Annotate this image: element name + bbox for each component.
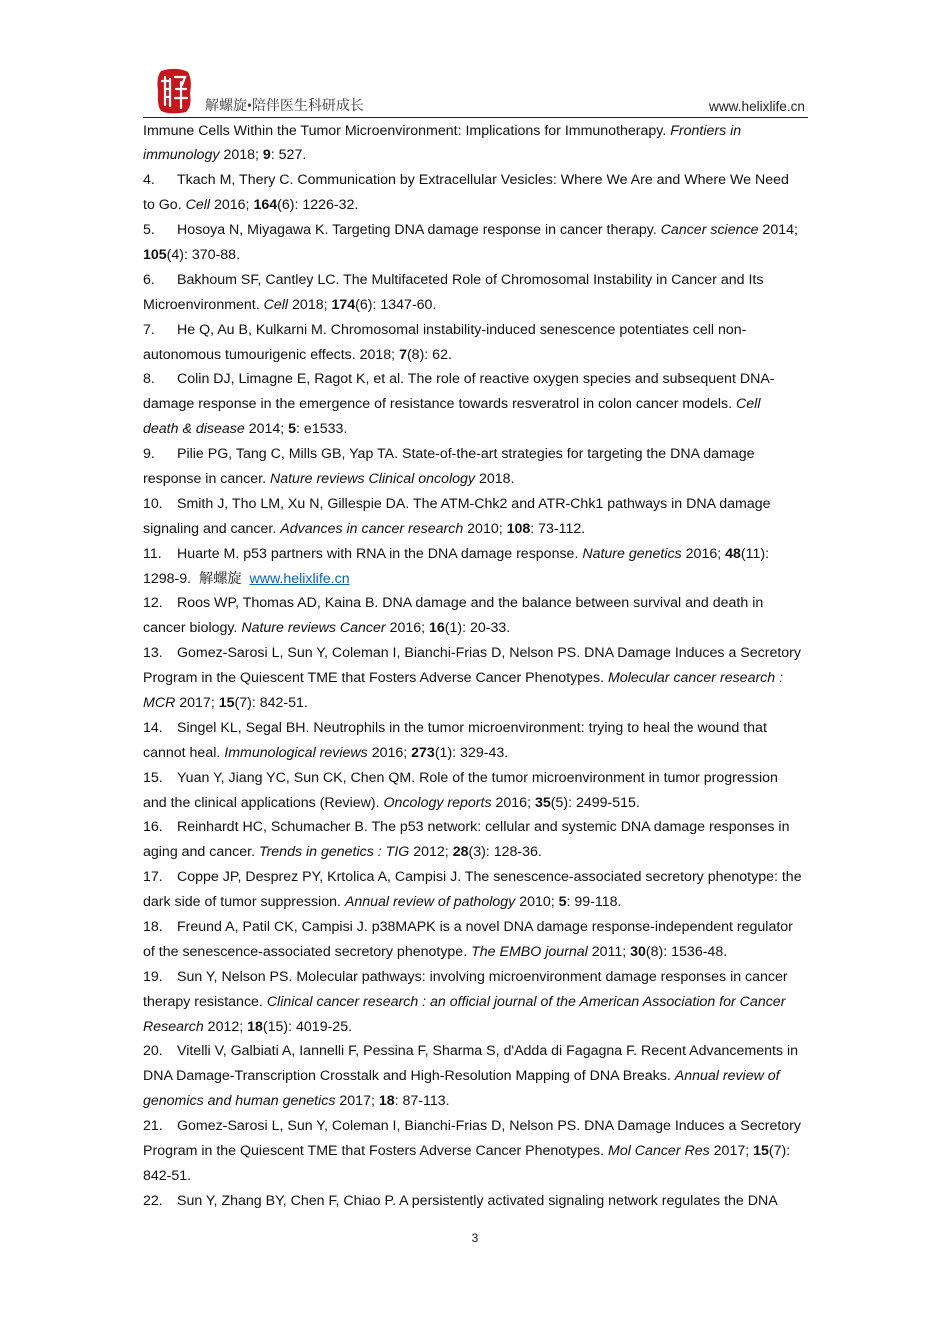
helixlife-link[interactable]: www.helixlife.cn <box>249 570 350 587</box>
reference-text: (8): 1536-48. <box>645 943 728 960</box>
journal-title: Nature reviews Cancer <box>241 620 386 637</box>
volume-number: 273 <box>411 744 435 761</box>
volume-number: 48 <box>725 545 741 562</box>
reference-text: to Go. <box>143 197 186 214</box>
reference-number: 21. <box>143 1118 163 1135</box>
reference-text: Tkach M, Thery C. Communication by Extracellular Vesicles: Where We Are and Where We Need <box>177 172 789 189</box>
volume-number: 105 <box>143 246 167 263</box>
reference-text: 1298-9. 解螺旋 <box>143 570 250 587</box>
reference-text: therapy resistance. <box>143 993 267 1010</box>
journal-title: Annual review of pathology <box>344 894 516 911</box>
journal-title: Cancer science <box>660 222 759 239</box>
journal-title: immunology <box>143 147 220 164</box>
reference-text: cannot heal. <box>143 744 225 761</box>
reference-line <box>143 990 808 1015</box>
reference-line <box>143 641 808 666</box>
reference-text: 2014; <box>758 222 798 239</box>
reference-text: Program in the Quiescent TME that Fosters Adverse Cancer Phenotypes. <box>143 670 608 687</box>
reference-line <box>143 268 808 293</box>
reference-line <box>143 392 808 417</box>
reference-text: signaling and cancer. <box>143 520 281 537</box>
reference-text: Gomez-Sarosi L, Sun Y, Coleman I, Bianchi-Frias D, Nelson PS. DNA Damage Induces a Secretory <box>177 1118 801 1135</box>
journal-title: genomics and human genetics <box>143 1093 336 1110</box>
reference-text: 2011; <box>587 943 631 960</box>
reference-text: 2014; <box>244 421 289 438</box>
reference-line <box>143 243 808 268</box>
reference-text: (7): 842-51. <box>234 694 308 711</box>
reference-line <box>143 766 808 791</box>
reference-line <box>143 940 808 965</box>
reference-text: (5): 2499-515. <box>550 794 640 811</box>
journal-title: Annual review of <box>674 1068 780 1085</box>
reference-text: Gomez-Sarosi L, Sun Y, Coleman I, Bianchi-Frias D, Nelson PS. DNA Damage Induces a Secretory <box>177 645 801 662</box>
reference-text: Yuan Y, Jiang YC, Sun CK, Chen QM. Role of the tumor microenvironment in tumor progression <box>177 769 778 786</box>
reference-text: (3): 128-36. <box>468 844 542 861</box>
site-slogan: 解螺旋•陪伴医生科研成长 <box>205 99 364 114</box>
reference-text: (6): 1226-32. <box>277 197 359 214</box>
reference-text: Singel KL, Segal BH. Neutrophils in the tumor microenvironment: trying to heal the wound that <box>177 719 767 736</box>
reference-number: 17. <box>143 869 163 886</box>
reference-text: (1): 329-43. <box>434 744 509 761</box>
reference-text: Roos WP, Thomas AD, Kaina B. DNA damage and the balance between survival and death in <box>177 595 764 612</box>
journal-title: death & disease <box>143 421 245 438</box>
reference-text: 2017; <box>709 1143 754 1160</box>
reference-text: (1): 20-33. <box>444 620 511 637</box>
reference-line <box>143 840 808 865</box>
reference-text: 2016; <box>385 620 430 637</box>
reference-line <box>143 343 808 368</box>
reference-text: : 87-113. <box>394 1093 450 1110</box>
volume-number: 30 <box>630 943 646 960</box>
reference-text: He Q, Au B, Kulkarni M. Chromosomal instability-induced senescence potentiates cell non- <box>177 321 747 338</box>
reference-number: 19. <box>143 968 163 985</box>
reference-number: 22. <box>143 1192 163 1209</box>
volume-number: 18 <box>378 1093 395 1110</box>
reference-line <box>143 1164 808 1189</box>
reference-text: damage response in the emergence of resistance towards resveratrol in colon cancer models. <box>143 396 737 413</box>
volume-number: 15 <box>218 694 235 711</box>
reference-text: aging and cancer. <box>143 844 259 861</box>
reference-text: 2018. <box>475 470 515 487</box>
volume-number: 16 <box>429 620 445 637</box>
reference-number: 14. <box>143 719 163 736</box>
reference-number: 18. <box>143 919 163 935</box>
journal-title: Nature reviews Clinical oncology <box>269 470 476 487</box>
journal-title: Cell <box>736 396 761 413</box>
reference-text: 2010; <box>463 520 507 537</box>
reference-line <box>143 815 808 840</box>
volume-number: 108 <box>506 520 531 537</box>
volume-number: 28 <box>452 844 469 861</box>
reference-line <box>143 965 808 990</box>
reference-text: (15): 4019-25. <box>262 1018 353 1035</box>
reference-text: 2016; <box>681 545 726 562</box>
reference-text: Reinhardt HC, Schumacher B. The p53 network: cellular and systemic DNA damage responses in <box>177 819 790 836</box>
reference-line <box>143 1089 808 1114</box>
reference-number: 12. <box>143 595 163 612</box>
journal-title: Cell <box>185 197 211 214</box>
reference-text: Bakhoum SF, Cantley LC. The Multifaceted Role of Chromosomal Instability in Cancer and Its <box>177 271 764 288</box>
journal-title: Trends in genetics : TIG <box>258 844 410 861</box>
volume-number: 35 <box>534 794 551 811</box>
journal-title: Advances in cancer research <box>280 520 464 537</box>
reference-text: 2016; <box>367 744 412 761</box>
reference-line <box>143 1114 808 1139</box>
journal-title: Oncology reports <box>383 794 492 811</box>
volume-number: 9 <box>262 147 271 164</box>
reference-text: Pilie PG, Tang C, Mills GB, Yap TA. State-of-the-art strategies for targeting the DNA damage <box>177 446 755 463</box>
reference-line <box>143 143 808 168</box>
reference-text: Microenvironment. <box>143 296 264 313</box>
reference-text: : e1533. <box>296 421 348 438</box>
volume-number: 5 <box>288 421 297 438</box>
reference-text: Sun Y, Zhang BY, Chen F, Chiao P. A persistently activated signaling network regulates the DNA <box>177 1192 778 1209</box>
journal-title: Molecular cancer research : <box>608 670 784 687</box>
reference-line <box>143 666 808 691</box>
volume-number: 7 <box>399 346 407 363</box>
reference-text: of the senescence-associated secretory phenotype. <box>143 943 472 960</box>
reference-line <box>143 467 808 492</box>
reference-number: 15. <box>143 769 163 786</box>
reference-line <box>143 168 808 193</box>
reference-text: response in cancer. <box>143 470 270 487</box>
reference-line <box>143 517 808 542</box>
reference-text: Colin DJ, Limagne E, Ragot K, et al. The role of reactive oxygen species and subsequent DNA- <box>177 371 775 388</box>
reference-text: : 73-112. <box>530 520 586 537</box>
reference-line <box>143 591 808 616</box>
reference-text: Program in the Quiescent TME that Fosters Adverse Cancer Phenotypes. <box>143 1143 608 1160</box>
journal-title: The EMBO journal <box>471 943 588 960</box>
reference-line <box>143 616 808 641</box>
reference-number: 10. <box>143 495 163 512</box>
reference-text: DNA Damage-Transcription Crosstalk and High-Resolution Mapping of DNA Breaks. <box>143 1068 675 1085</box>
reference-number: 16. <box>143 819 163 836</box>
journal-title: Cell <box>263 296 289 313</box>
reference-text: autonomous tumourigenic effects. 2018; <box>143 346 400 363</box>
reference-text: Vitelli V, Galbiati A, Iannelli F, Pessina F, Sharma S, d'Adda di Fagagna F. Recent Advancements in <box>177 1043 799 1060</box>
reference-line <box>143 915 808 940</box>
reference-number: 6. <box>143 271 155 288</box>
reference-number: 20. <box>143 1043 163 1060</box>
reference-number: 13. <box>143 645 163 662</box>
reference-line <box>143 741 808 766</box>
reference-text: (8): 62. <box>406 346 452 363</box>
reference-text: 2017; <box>335 1093 379 1110</box>
helixlife-logo <box>155 67 193 115</box>
reference-line <box>143 119 808 144</box>
volume-number: 174 <box>331 296 356 313</box>
reference-line <box>143 1189 808 1214</box>
reference-list <box>143 119 808 1214</box>
reference-text: cancer biology. <box>143 620 242 637</box>
reference-line <box>143 567 808 592</box>
journal-title: Nature genetics <box>582 545 682 562</box>
reference-text: 2012; <box>203 1018 248 1035</box>
reference-text: 2016; <box>491 794 535 811</box>
reference-line <box>143 367 808 392</box>
reference-text: and the clinical applications (Review). <box>143 794 384 811</box>
reference-line <box>143 1039 808 1064</box>
reference-text: Smith J, Tho LM, Xu N, Gillespie DA. The ATM-Chk2 and ATR-Chk1 pathways in DNA damage <box>177 495 771 512</box>
reference-text: 2018; <box>288 296 332 313</box>
volume-number: 18 <box>247 1018 263 1035</box>
journal-title: Clinical cancer research : an official journal of the American Association for Cancer <box>266 993 786 1010</box>
reference-text: Hosoya N, Miyagawa K. Targeting DNA damage response in cancer therapy. <box>177 222 661 239</box>
reference-line <box>143 492 808 517</box>
journal-title: Frontiers in <box>670 122 742 139</box>
reference-text: Huarte M. p53 partners with RNA in the DNA damage response. <box>177 545 583 562</box>
reference-text: 2017; <box>175 694 219 711</box>
reference-text: Freund A, Patil CK, Campisi J. p38MAPK is a novel DNA damage response-independent regulator <box>177 919 793 935</box>
reference-line <box>143 791 808 816</box>
reference-line <box>143 1139 808 1164</box>
volume-number: 5 <box>558 894 567 911</box>
reference-number: 4. <box>143 172 155 189</box>
reference-number: 9. <box>143 446 155 463</box>
page-number: 3 <box>471 1231 479 1245</box>
reference-text: Sun Y, Nelson PS. Molecular pathways: involving microenvironment damage responses in cancer <box>177 968 788 985</box>
reference-text: 2018; <box>219 147 263 164</box>
reference-text: (11): <box>740 545 770 562</box>
reference-text: 2012; <box>409 844 453 861</box>
reference-line <box>143 1064 808 1089</box>
reference-text: 2010; <box>515 894 559 911</box>
reference-text: dark side of tumor suppression. <box>143 894 345 911</box>
reference-line <box>143 1015 808 1040</box>
volume-number: 15 <box>753 1143 769 1160</box>
reference-line <box>143 293 808 318</box>
reference-text: : 99-118. <box>566 894 622 911</box>
reference-line <box>143 318 808 343</box>
reference-line <box>143 716 808 741</box>
reference-line <box>143 417 808 442</box>
reference-line <box>143 691 808 716</box>
journal-title: Mol Cancer Res <box>608 1143 710 1160</box>
journal-title: Research <box>143 1018 204 1035</box>
reference-text: 2016; <box>210 197 254 214</box>
reference-line <box>143 193 808 218</box>
reference-line <box>143 442 808 467</box>
reference-number: 7. <box>143 321 155 338</box>
reference-line <box>143 865 808 890</box>
reference-number: 5. <box>143 222 155 239</box>
site-url: www.helixlife.cn <box>709 99 805 114</box>
volume-number: 164 <box>253 197 278 214</box>
reference-text: : 527. <box>270 147 307 164</box>
reference-line <box>143 542 808 567</box>
reference-text: (7): <box>768 1143 791 1160</box>
reference-text: Coppe JP, Desprez PY, Krtolica A, Campisi J. The senescence-associated secretory phenotype: the <box>177 869 802 886</box>
reference-text: (4): 370-88. <box>166 246 241 263</box>
reference-line <box>143 890 808 915</box>
reference-text: (6): 1347-60. <box>355 296 437 313</box>
journal-title: Immunological reviews <box>224 744 368 761</box>
reference-number: 11. <box>143 545 162 562</box>
reference-line <box>143 218 808 243</box>
reference-number: 8. <box>143 371 155 388</box>
reference-text: Immune Cells Within the Tumor Microenvironment: Implications for Immunotherapy. <box>143 122 671 139</box>
reference-text: 842-51. <box>143 1167 192 1184</box>
journal-title: MCR <box>143 694 176 711</box>
